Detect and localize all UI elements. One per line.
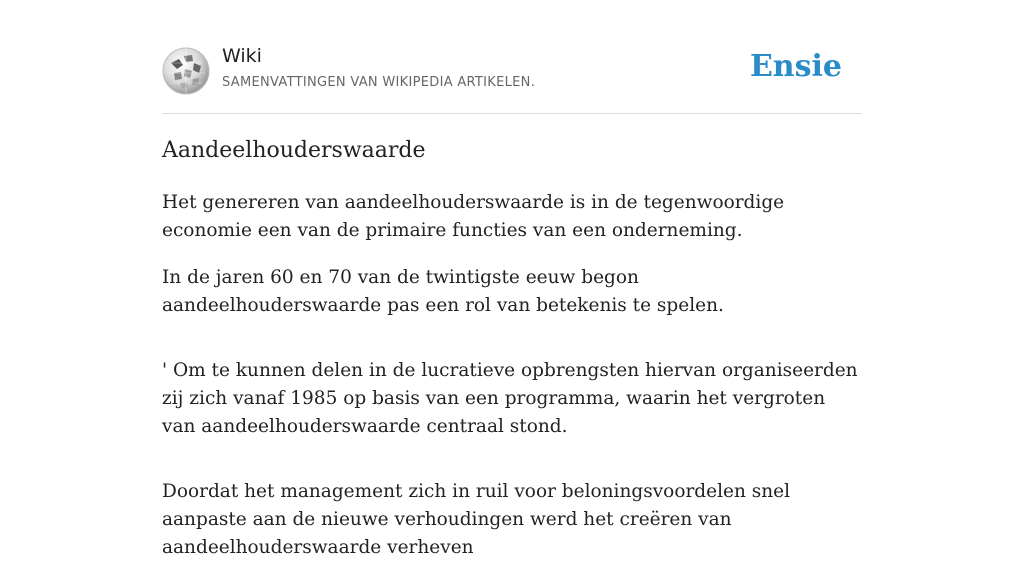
ensie-brand-link[interactable]: Ensie [749,49,842,84]
page-title: Aandeelhouderswaarde [162,138,426,163]
site-header [162,0,862,114]
article-body [162,189,862,581]
article-paragraph: ' Om te kunnen delen in de lucratieve opbrengsten hiervan organiseerden zij zich vanaf 1985 op basis van een programma, waarin het vergroten van aandeelhouderswaarde centraal stond. [162,360,858,437]
site-tagline: SAMENVATTINGEN VAN WIKIPEDIA ARTIKELEN. [222,75,536,90]
article-paragraph: Doordat het management zich in ruil voor beloningsvoordelen snel aanpaste aan de nieuwe verhoudingen werd het creëren van aandeelhouderswaarde verheven [162,481,791,558]
article-paragraph: In de jaren 60 en 70 van de twintigste eeuw begon aandeelhouderswaarde pas een rol van betekenis te spelen. [162,267,724,316]
page-container [162,0,862,558]
article-paragraph: Het genereren van aandeelhouderswaarde is in de tegenwoordige economie een van de primaire functies van een onderneming. [162,192,785,241]
wikipedia-globe-icon[interactable] [162,47,210,95]
site-name[interactable]: Wiki [222,45,262,67]
